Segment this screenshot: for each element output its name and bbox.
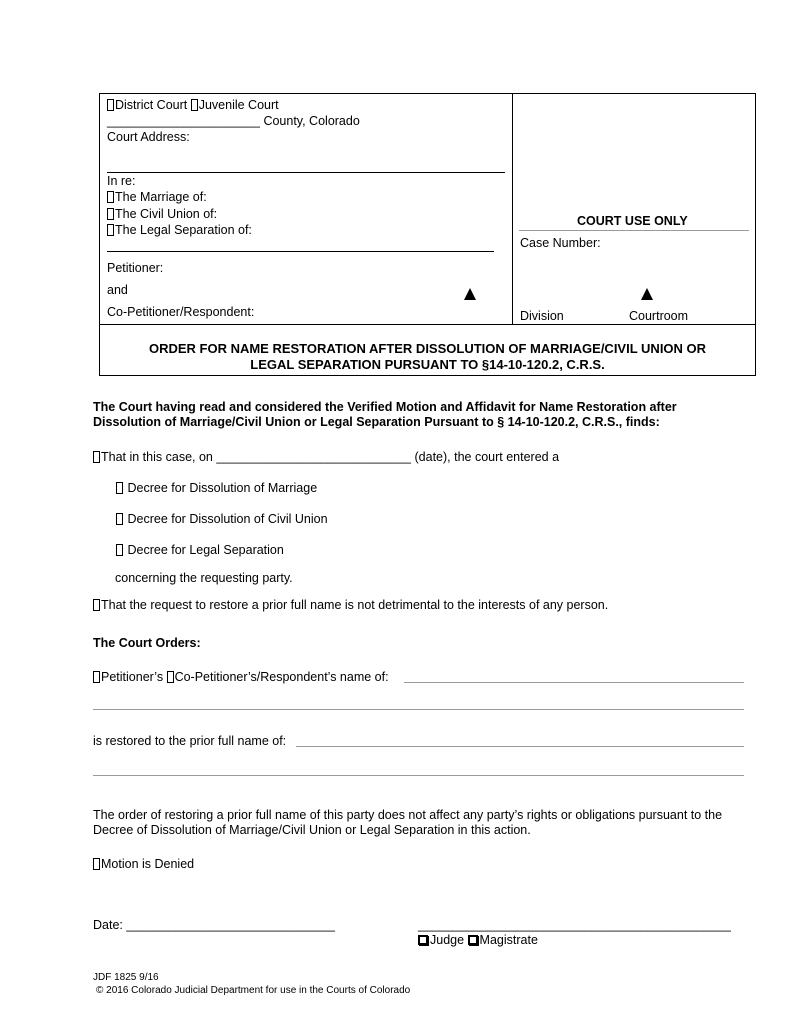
legal-separation-label: The Legal Separation of: (115, 223, 252, 237)
decree-marriage-row (116, 481, 317, 495)
decree-civil-union-label: Decree for Dissolution of Civil Union (127, 512, 328, 526)
civil-union-label: The Civil Union of: (115, 207, 218, 221)
county-label: County, Colorado (263, 114, 360, 128)
date-row (93, 918, 335, 932)
not-detrimental-checkbox[interactable] (93, 599, 100, 611)
court-address-line[interactable] (107, 172, 505, 173)
prior-name-line-2[interactable] (93, 775, 744, 776)
civil-union-checkbox[interactable] (107, 208, 114, 220)
decree-marriage-checkbox[interactable] (116, 482, 123, 494)
court-type-row (107, 98, 279, 112)
motion-denied-label: Motion is Denied (101, 857, 195, 871)
judge-label: Judge (430, 933, 465, 947)
civil-union-row (107, 207, 217, 221)
judge-magistrate-row (418, 933, 538, 947)
restored-to-label: is restored to the prior full name of: (93, 734, 287, 748)
district-court-label: District Court (115, 98, 188, 112)
juvenile-court-checkbox[interactable] (191, 99, 198, 111)
concerning-text: concerning the requesting party. (115, 571, 293, 585)
decree-date-checkbox[interactable] (93, 451, 100, 463)
court-use-only-rule (519, 230, 749, 231)
prior-name-line[interactable] (296, 746, 744, 747)
decree-date-blank[interactable]: ____________________________ (216, 450, 412, 464)
county-blank[interactable]: ______________________ (107, 114, 260, 128)
and-label: and (107, 283, 128, 297)
decree-civil-union-row (116, 512, 328, 526)
decree-civil-union-checkbox[interactable] (116, 513, 123, 525)
co-petitioner-checkbox[interactable] (167, 671, 174, 683)
motion-denied-checkbox[interactable] (93, 858, 100, 870)
current-name-line-2[interactable] (93, 709, 744, 710)
co-petitioner-label: Co-Petitioner/Respondent: (107, 305, 255, 319)
date-blank[interactable]: ______________________________ (126, 918, 335, 932)
decree-legal-separation-checkbox[interactable] (116, 544, 123, 556)
marriage-checkbox[interactable] (107, 191, 114, 203)
motion-denied-row (93, 857, 194, 871)
effect-text-line1: The order of restoring a prior full name of this party does not affect any party’s rights or obligations pursuant to the (93, 808, 723, 822)
in-re-label: In re: (107, 174, 136, 188)
decree-date-row (93, 450, 559, 464)
court-address-label: Court Address: (107, 130, 190, 144)
decree-legal-separation-label: Decree for Legal Separation (127, 543, 284, 557)
petitioner-checkbox[interactable] (93, 671, 100, 683)
name-of-row (93, 670, 389, 684)
form-title-line2: LEGAL SEPARATION PURSUANT TO §14-10-120.2, C.R.S. (250, 357, 605, 372)
county-row (107, 114, 360, 128)
findings-intro-line1: The Court having read and considered the Verified Motion and Affidavit for Name Restoration after (93, 400, 677, 414)
legal-separation-checkbox[interactable] (107, 224, 114, 236)
caption-divider-horizontal (99, 324, 756, 325)
form-title-line1: ORDER FOR NAME RESTORATION AFTER DISSOLUTION OF MARRIAGE/CIVIL UNION OR (148, 341, 707, 356)
signature-blank[interactable]: _____________________________________________ (418, 918, 731, 932)
caption-divider-vertical (512, 93, 513, 324)
triangle-icon (464, 288, 476, 300)
marriage-label: The Marriage of: (115, 190, 207, 204)
decree-marriage-label: Decree for Dissolution of Marriage (127, 481, 318, 495)
triangle-icon (641, 288, 653, 300)
date-label: Date: (93, 918, 123, 932)
findings-intro-line2: Dissolution of Marriage/Civil Union or Legal Separation Pursuant to § 14-10-120.2, C.R.S., finds: (93, 415, 660, 429)
copyright: © 2016 Colorado Judicial Department for use in the Courts of Colorado (96, 985, 411, 996)
effect-text-line2: Decree of Dissolution of Marriage/Civil Union or Legal Separation in this action. (93, 823, 531, 837)
courtroom-label: Courtroom (629, 309, 689, 323)
legal-separation-row (107, 223, 252, 237)
district-court-checkbox[interactable] (107, 99, 114, 111)
orders-heading: The Court Orders: (93, 636, 201, 650)
decree-date-prefix: That in this case, on (101, 450, 213, 464)
juvenile-court-label: Juvenile Court (198, 98, 279, 112)
co-petitioner-label: Co-Petitioner’s/Respondent’s name of: (174, 670, 389, 684)
petitioner-label: Petitioner: (107, 261, 164, 275)
marriage-row (107, 190, 207, 204)
not-detrimental-row (93, 598, 608, 612)
decree-legal-separation-row (116, 543, 284, 557)
parties-line[interactable] (107, 251, 494, 252)
case-number-label: Case Number: (520, 236, 601, 250)
petitioner-label: Petitioner’s (101, 670, 164, 684)
judge-checkbox[interactable] (418, 935, 428, 945)
current-name-line[interactable] (404, 682, 744, 683)
form-id: JDF 1825 9/16 (93, 972, 159, 983)
magistrate-checkbox[interactable] (468, 935, 478, 945)
court-use-only-label: COURT USE ONLY (577, 214, 688, 228)
division-label: Division (520, 309, 564, 323)
not-detrimental-label: That the request to restore a prior full name is not detrimental to the interests of any person. (101, 598, 609, 612)
magistrate-label: Magistrate (479, 933, 538, 947)
decree-date-suffix: (date), the court entered a (414, 450, 560, 464)
